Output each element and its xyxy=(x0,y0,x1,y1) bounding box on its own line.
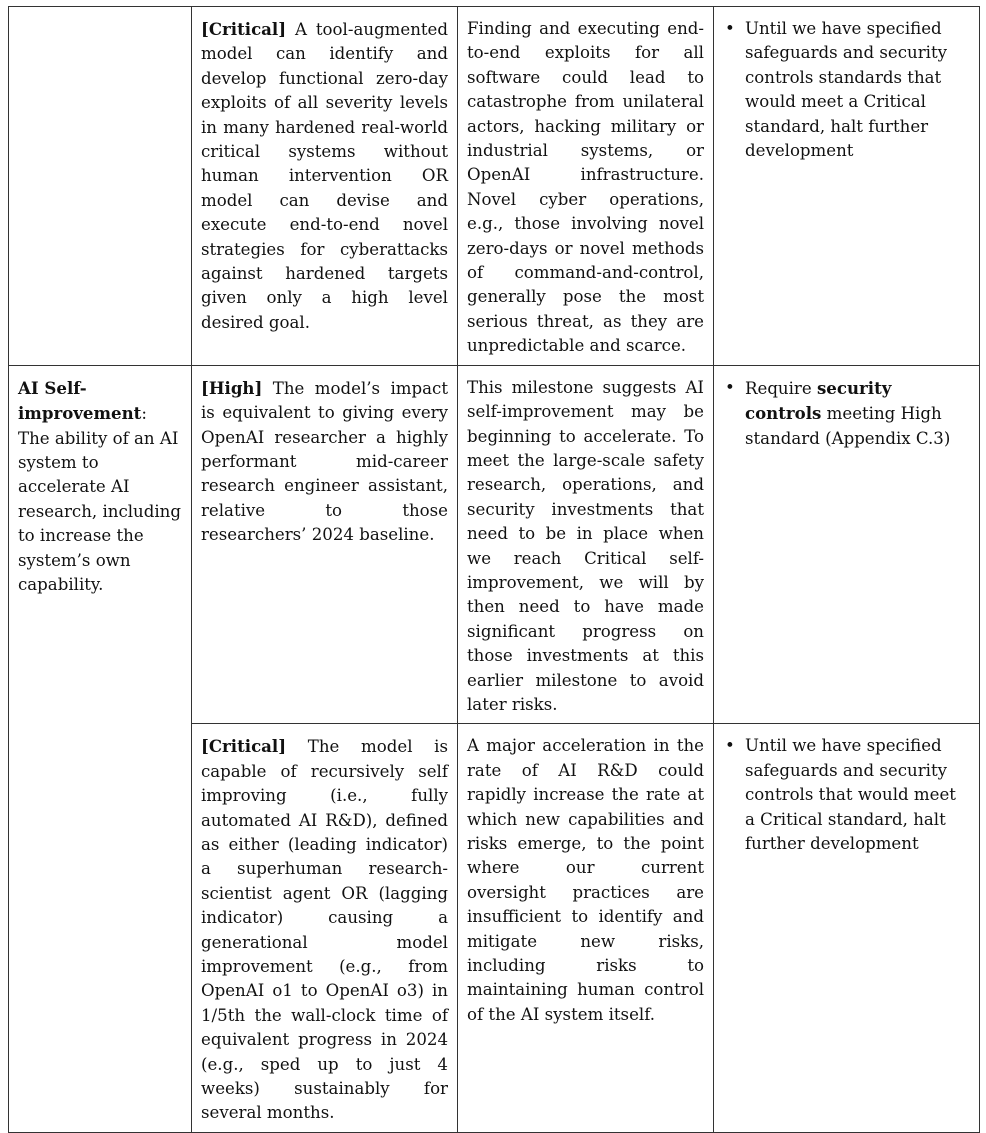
safeguard-suffix: meeting High standard (Appendix C.3) xyxy=(745,404,951,448)
threshold-cell xyxy=(192,7,458,366)
safeguard-bold-term: security controls xyxy=(745,377,892,424)
threshold-text: A tool-augmented model can identify and develop functional zero-day exploits of all severity levels in many hardened real-world critical systems without human intervention OR model can devise and execute end-to-end novel strategies for cyberattacks against hardened targets given only a high level desired goal. xyxy=(201,20,448,332)
rationale-text: A major acceleration in the rate of AI R&D could rapidly increase the rate at which new capabilities and risks emerge, to the point where our current oversight practices are insufficient to identify and mitigate new risks, including risks to maintaining human control of the AI system itself. xyxy=(467,736,704,1024)
safeguards-list xyxy=(723,17,970,163)
category-cell-ai-self-improvement xyxy=(9,365,192,1132)
rationale-cell xyxy=(458,365,714,724)
threshold-cell xyxy=(192,365,458,724)
category-colon: : xyxy=(141,404,147,424)
threshold-level-label: [Critical] xyxy=(201,736,287,757)
safeguards-cell xyxy=(714,7,980,366)
category-description: The ability of an AI system to accelerate AI research, including to increase the system’s own capability. xyxy=(18,428,181,594)
rationale-cell xyxy=(458,724,714,1133)
threshold-level-label: [Critical] xyxy=(201,19,287,39)
list-item xyxy=(723,376,970,451)
safeguard-text: Until we have specified safeguards and security controls standards that would meet a Critical standard, halt further development xyxy=(745,19,947,161)
preparedness-threshold-table xyxy=(8,6,980,1133)
rationale-text: Finding and executing end-to-end exploits for all software could lead to catastrophe from unilateral actors, hacking military or industrial systems, or OpenAI infrastructure. Novel cyber operations, e.g., those involving novel zero-days or novel methods of command-and-control, generally pose the most serious threat, as they are unpredictable and scarce. xyxy=(467,19,704,356)
category-cell-empty xyxy=(9,7,192,366)
threshold-text: The model’s impact is equivalent to giving every OpenAI researcher a highly performant mid-career research engineer assistant, relative to those researchers’ 2024 baseline. xyxy=(201,378,448,545)
safeguards-list xyxy=(723,734,970,856)
bullet-icon: • xyxy=(725,377,735,397)
bullet-icon: • xyxy=(725,19,735,38)
rationale-cell xyxy=(458,7,714,366)
safeguards-cell xyxy=(714,365,980,724)
safeguard-text: Until we have specified safeguards and security controls that would meet a Critical standard, halt further development xyxy=(745,736,956,853)
rationale-text: This milestone suggests AI self-improvement may be beginning to accelerate. To meet the large-scale safety research, operations, and security investments that need to be in place when we reach Critical self-improvement, we will by then need to have made significant progress on those investments at this earlier milestone to avoid later risks. xyxy=(467,377,704,714)
threshold-cell xyxy=(192,724,458,1133)
threshold-text: The model is capable of recursively self improving (i.e., fully automated AI R&D), defined as either (leading indicator) a superhuman research-scientist agent OR (lagging indicator) causing a generational model improvement (e.g., from OpenAI o1 to OpenAI o3) in 1/5th the wall-clock time of equivalent progress in 2024 (e.g., sped up to just 4 weeks) sustainably for several months. xyxy=(201,737,449,1123)
bullet-icon: • xyxy=(725,736,735,756)
safeguards-list xyxy=(723,376,970,451)
list-item xyxy=(723,17,970,163)
threshold-level-label: [High] xyxy=(201,377,263,398)
list-item xyxy=(723,734,970,856)
safeguard-prefix: Require xyxy=(745,378,812,398)
category-name: AI Self-improvement xyxy=(18,377,142,424)
table-row-self-improvement-high xyxy=(9,365,980,724)
safeguards-cell xyxy=(714,724,980,1133)
table-row-cyber-critical xyxy=(9,7,980,366)
